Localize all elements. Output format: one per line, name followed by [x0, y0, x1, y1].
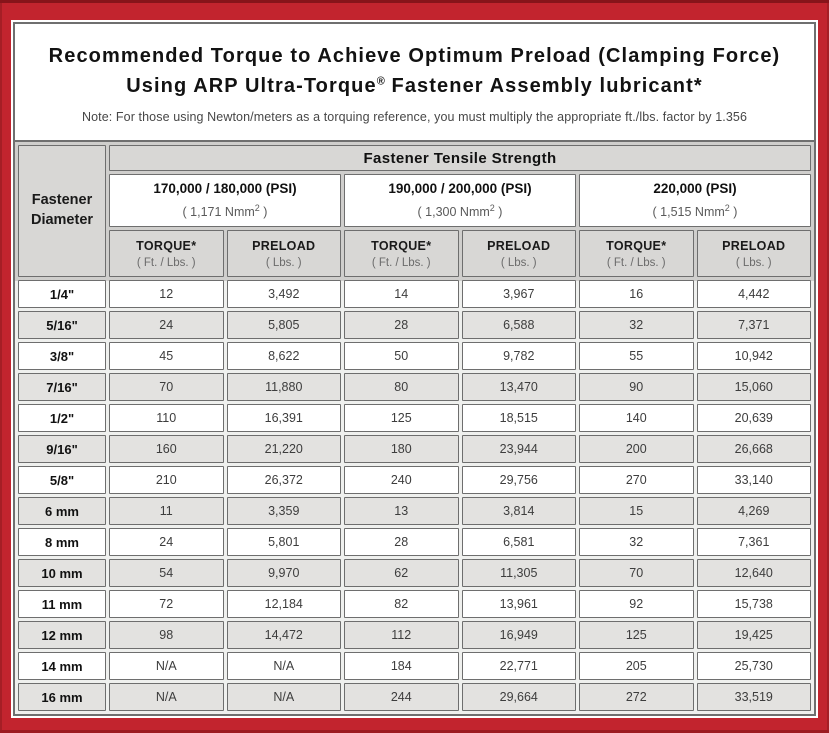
preload-cell: 9,970	[227, 559, 342, 587]
torque-cell: 70	[109, 373, 224, 401]
preload-cell: 3,359	[227, 497, 342, 525]
preload-cell: 11,305	[462, 559, 577, 587]
preload-cell: 3,967	[462, 280, 577, 308]
torque-cell: 15	[579, 497, 694, 525]
table-row	[18, 652, 811, 680]
nmm-label: ( 1,300 Nmm$^2$ )	[417, 203, 503, 220]
table-row	[18, 590, 811, 618]
strength-group-header-3	[579, 174, 811, 227]
torque-cell: 72	[109, 590, 224, 618]
torque-cell: 205	[579, 652, 694, 680]
preload-cell: 26,668	[697, 435, 812, 463]
torque-cell: 32	[579, 311, 694, 339]
table-row	[18, 528, 811, 556]
content-panel	[13, 22, 816, 716]
preload-cell: 4,269	[697, 497, 812, 525]
squared-sup: 2	[254, 203, 260, 214]
table-row	[18, 621, 811, 649]
diameter-cell: 12 mm	[18, 621, 106, 649]
torque-cell: N/A	[109, 652, 224, 680]
torque-cell: 110	[109, 404, 224, 432]
preload-cell: 26,372	[227, 466, 342, 494]
torque-cell: N/A	[109, 683, 224, 711]
torque-cell: 125	[344, 404, 459, 432]
torque-cell: 54	[109, 559, 224, 587]
torque-cell: 210	[109, 466, 224, 494]
nmm-label: ( 1,515 Nmm$^2$ )	[652, 203, 738, 220]
title-line-2-text-end: Fastener Assembly lubricant*	[384, 75, 703, 97]
torque-cell: 28	[344, 528, 459, 556]
torque-column-header: TORQUE* ( Ft. / Lbs. )	[579, 230, 694, 277]
table-row	[18, 373, 811, 401]
preload-cell: 12,184	[227, 590, 342, 618]
torque-cell: 125	[579, 621, 694, 649]
diameter-cell: 3/8"	[18, 342, 106, 370]
tensile-strength-header: Fastener Tensile Strength	[109, 145, 811, 171]
diameter-cell: 16 mm	[18, 683, 106, 711]
torque-cell: 62	[344, 559, 459, 587]
preload-cell: 33,140	[697, 466, 812, 494]
diameter-cell: 1/4"	[18, 280, 106, 308]
preload-cell: 19,425	[697, 621, 812, 649]
table-row	[18, 435, 811, 463]
table-row	[18, 497, 811, 525]
diameter-cell: 11 mm	[18, 590, 106, 618]
title-line-1: Recommended Torque to Achieve Optimum Preload (Clamping Force)	[48, 45, 781, 67]
torque-cell: 270	[579, 466, 694, 494]
preload-cell: 20,639	[697, 404, 812, 432]
preload-cell: 9,782	[462, 342, 577, 370]
preload-cell: 13,961	[462, 590, 577, 618]
torque-cell: 24	[109, 528, 224, 556]
corner-header-cell: Fastener Diameter	[18, 145, 106, 277]
preload-cell: 16,949	[462, 621, 577, 649]
preload-cell: 25,730	[697, 652, 812, 680]
preload-cell: 23,944	[462, 435, 577, 463]
torque-cell: 55	[579, 342, 694, 370]
torque-cell: 70	[579, 559, 694, 587]
preload-cell: 11,880	[227, 373, 342, 401]
preload-cell: 21,220	[227, 435, 342, 463]
table-row	[18, 466, 811, 494]
torque-cell: 92	[579, 590, 694, 618]
torque-cell: 80	[344, 373, 459, 401]
torque-cell: 98	[109, 621, 224, 649]
preload-cell: 14,472	[227, 621, 342, 649]
preload-cell: 16,391	[227, 404, 342, 432]
torque-cell: 140	[579, 404, 694, 432]
torque-cell: 272	[579, 683, 694, 711]
squared-sup: 2	[724, 203, 730, 214]
page-title	[15, 24, 814, 140]
table-row	[18, 683, 811, 711]
psi-label: 190,000 / 200,000 (PSI)	[388, 181, 532, 197]
table-row	[18, 311, 811, 339]
squared-sup: 2	[489, 203, 495, 214]
preload-cell: 6,588	[462, 311, 577, 339]
preload-cell: 6,581	[462, 528, 577, 556]
preload-cell: 22,771	[462, 652, 577, 680]
torque-cell: 16	[579, 280, 694, 308]
registered-trademark-sup: ®	[376, 75, 385, 88]
preload-cell: 29,756	[462, 466, 577, 494]
torque-cell: 28	[344, 311, 459, 339]
preload-cell: 18,515	[462, 404, 577, 432]
table-row	[18, 280, 811, 308]
torque-cell: 24	[109, 311, 224, 339]
title-line-2-text: Using ARP Ultra-Torque	[126, 75, 377, 97]
torque-cell: 32	[579, 528, 694, 556]
table-row	[18, 559, 811, 587]
preload-cell: 15,738	[697, 590, 812, 618]
diameter-cell: 5/16"	[18, 311, 106, 339]
preload-column-header: PRELOAD ( Lbs. )	[462, 230, 577, 277]
preload-cell: N/A	[227, 652, 342, 680]
preload-cell: N/A	[227, 683, 342, 711]
torque-cell: 180	[344, 435, 459, 463]
diameter-cell: 7/16"	[18, 373, 106, 401]
torque-cell: 45	[109, 342, 224, 370]
torque-cell: 240	[344, 466, 459, 494]
preload-cell: 4,442	[697, 280, 812, 308]
diameter-cell: 1/2"	[18, 404, 106, 432]
preload-cell: 15,060	[697, 373, 812, 401]
preload-cell: 5,801	[227, 528, 342, 556]
torque-cell: 11	[109, 497, 224, 525]
diameter-cell: 10 mm	[18, 559, 106, 587]
diameter-cell: 14 mm	[18, 652, 106, 680]
diameter-cell: 5/8"	[18, 466, 106, 494]
diameter-cell: 9/16"	[18, 435, 106, 463]
torque-cell: 82	[344, 590, 459, 618]
torque-column-header: TORQUE* ( Ft. / Lbs. )	[344, 230, 459, 277]
nmm-label: ( 1,171 Nmm$^2$ )	[182, 203, 268, 220]
table-body	[18, 280, 811, 711]
preload-cell: 29,664	[462, 683, 577, 711]
strength-group-header-2	[344, 174, 576, 227]
preload-cell: 7,371	[697, 311, 812, 339]
psi-label: 170,000 / 180,000 (PSI)	[153, 181, 297, 197]
torque-cell: 14	[344, 280, 459, 308]
preload-cell: 5,805	[227, 311, 342, 339]
preload-cell: 3,814	[462, 497, 577, 525]
torque-cell: 160	[109, 435, 224, 463]
torque-column-header: TORQUE* ( Ft. / Lbs. )	[109, 230, 224, 277]
table-row	[18, 404, 811, 432]
preload-cell: 3,492	[227, 280, 342, 308]
torque-cell: 12	[109, 280, 224, 308]
strength-group-header-1	[109, 174, 341, 227]
preload-cell: 10,942	[697, 342, 812, 370]
torque-table	[15, 142, 814, 714]
preload-cell: 7,361	[697, 528, 812, 556]
preload-cell: 13,470	[462, 373, 577, 401]
preload-column-header: PRELOAD ( Lbs. )	[697, 230, 812, 277]
preload-cell: 12,640	[697, 559, 812, 587]
diameter-cell: 8 mm	[18, 528, 106, 556]
table-row	[18, 342, 811, 370]
preload-cell: 8,622	[227, 342, 342, 370]
note-text: Note: For those using Newton/meters as a torquing reference, you must multiply the appropriate ft./lbs. factor by 1.356	[81, 110, 747, 124]
title-line-2	[15, 71, 814, 101]
diameter-cell: 6 mm	[18, 497, 106, 525]
torque-cell: 244	[344, 683, 459, 711]
torque-cell: 50	[344, 342, 459, 370]
torque-cell: 90	[579, 373, 694, 401]
torque-cell: 200	[579, 435, 694, 463]
preload-cell: 33,519	[697, 683, 812, 711]
torque-cell: 112	[344, 621, 459, 649]
torque-cell: 13	[344, 497, 459, 525]
psi-label: 220,000 (PSI)	[653, 181, 737, 197]
torque-table-wrap	[15, 140, 814, 714]
torque-cell: 184	[344, 652, 459, 680]
preload-column-header: PRELOAD ( Lbs. )	[227, 230, 342, 277]
